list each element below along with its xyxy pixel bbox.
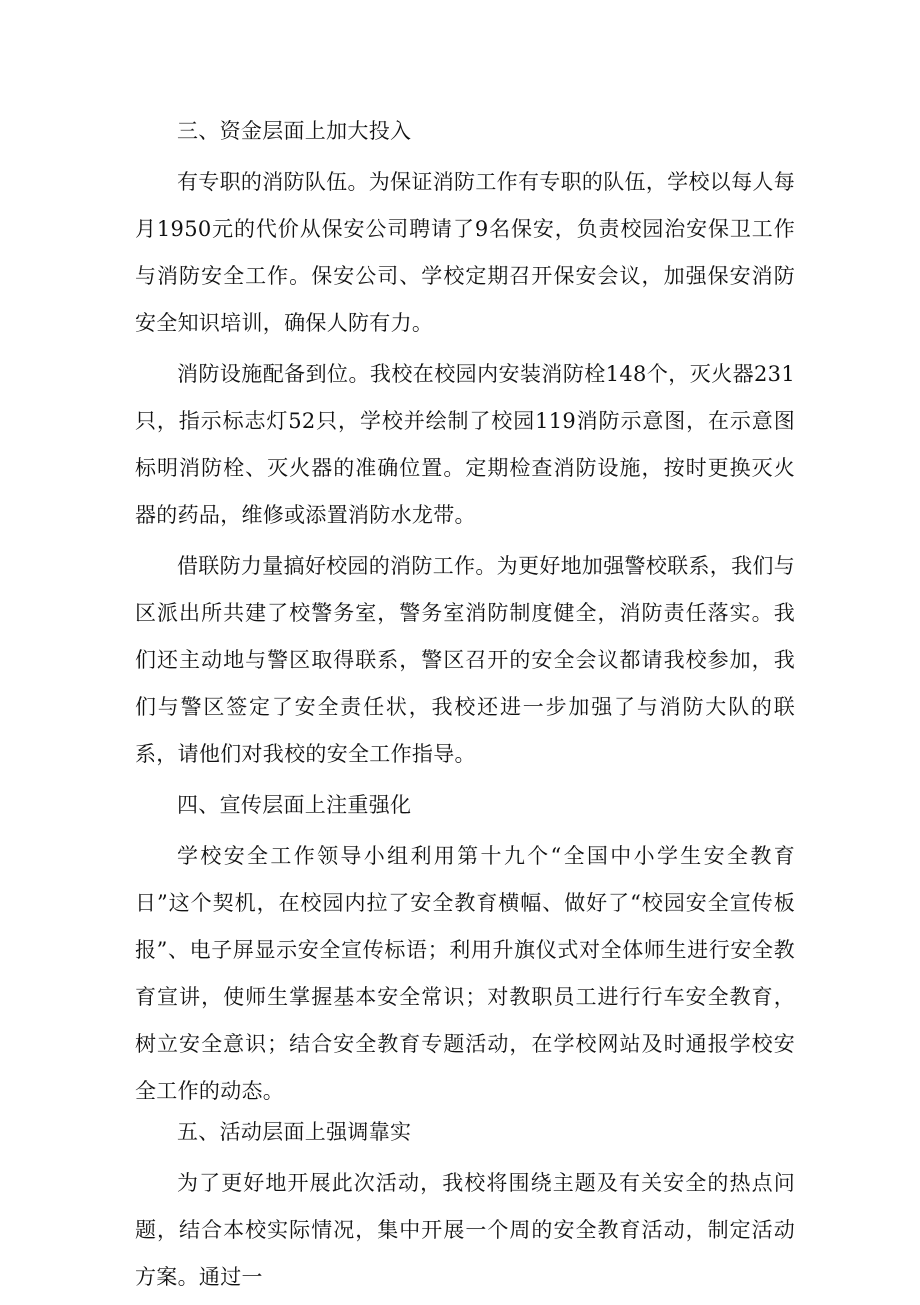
paragraph-fire-facilities: 消防设施配备到位。我校在校园内安装消防栓148个，灭火器231只，指示标志灯52只，学校并绘制了校园119消防示意图，在示意图标明消防栓、灭火器的准确位置。定期检查消防设施，按时更换灭火器的药品，维修或添置消防水龙带。 [135,362,795,527]
paragraph-joint-defense: 借联防力量搞好校园的消防工作。为更好地加强警校联系，我们与区派出所共建了校警务室，警务室消防制度健全，消防责任落实。我们还主动地与警区取得联系，警区召开的安全会议都请我校参加，我们与警区签定了安全责任状，我校还进一步加强了与消防大队的联系，请他们对我校的安全工作指导。 [135,554,795,766]
section-heading-publicity: 四、宣传层面上注重强化 [177,793,412,817]
section-heading-funding: 三、资金层面上加大投入 [177,119,412,143]
section-heading-activities: 五、活动层面上强调靠实 [177,1120,412,1144]
document-body [135,108,795,1305]
paragraph-fire-team: 有专职的消防队伍。为保证消防工作有专职的队伍，学校以每人每月1950元的代价从保安公司聘请了9名保安，负责校园治安保卫工作与消防安全工作。保安公司、学校定期召开保安会议，加强保安消防安全知识培训，确保人防有力。 [135,170,795,335]
paragraph-safety-education-day: 学校安全工作领导小组利用第十九个“全国中小学生安全教育日”这个契机，在校园内拉了安全教育横幅、做好了“校园安全宣传板报”、电子屏显示安全宣传标语；利用升旗仪式对全体师生进行安全教育宣讲，使师生掌握基本安全常识；对教职员工进行行车安全教育，树立安全意识；结合安全教育专题活动，在学校网站及时通报学校安全工作的动态。 [135,844,795,1103]
paragraph-activity-plan: 为了更好地开展此次活动，我校将围绕主题及有关安全的热点问题，结合本校实际情况，集中开展一个周的安全教育活动，制定活动方案。通过一 [135,1171,795,1289]
